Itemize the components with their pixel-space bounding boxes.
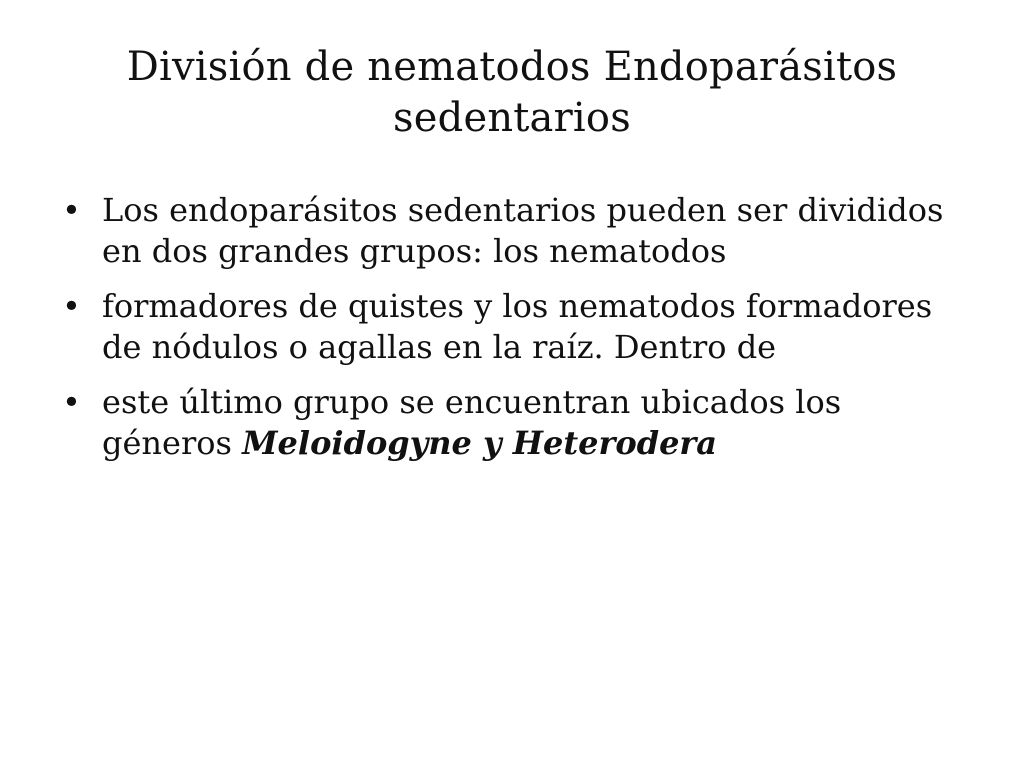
bullet-text: este último grupo se encuentran ubicados los géneros (102, 383, 842, 462)
bullet-item (62, 286, 972, 368)
bullet-text: Los endoparásitos sedentarios pueden ser divididos en dos grandes grupos: los nematodos (102, 191, 944, 270)
bullet-item (62, 382, 972, 464)
bullet-icon: • (62, 383, 81, 421)
bullet-list (62, 190, 972, 478)
bullet-icon: • (62, 191, 81, 229)
genus-names: Meloidogyne y Heterodera (242, 424, 718, 462)
slide-title: División de nematodos Endoparásitos sedentarios (126, 44, 898, 141)
bullet-text: formadores de quistes y los nematodos formadores de nódulos o agallas en la raíz. Dentro de (102, 287, 933, 366)
bullet-icon: • (62, 287, 81, 325)
bullet-item (62, 190, 972, 272)
